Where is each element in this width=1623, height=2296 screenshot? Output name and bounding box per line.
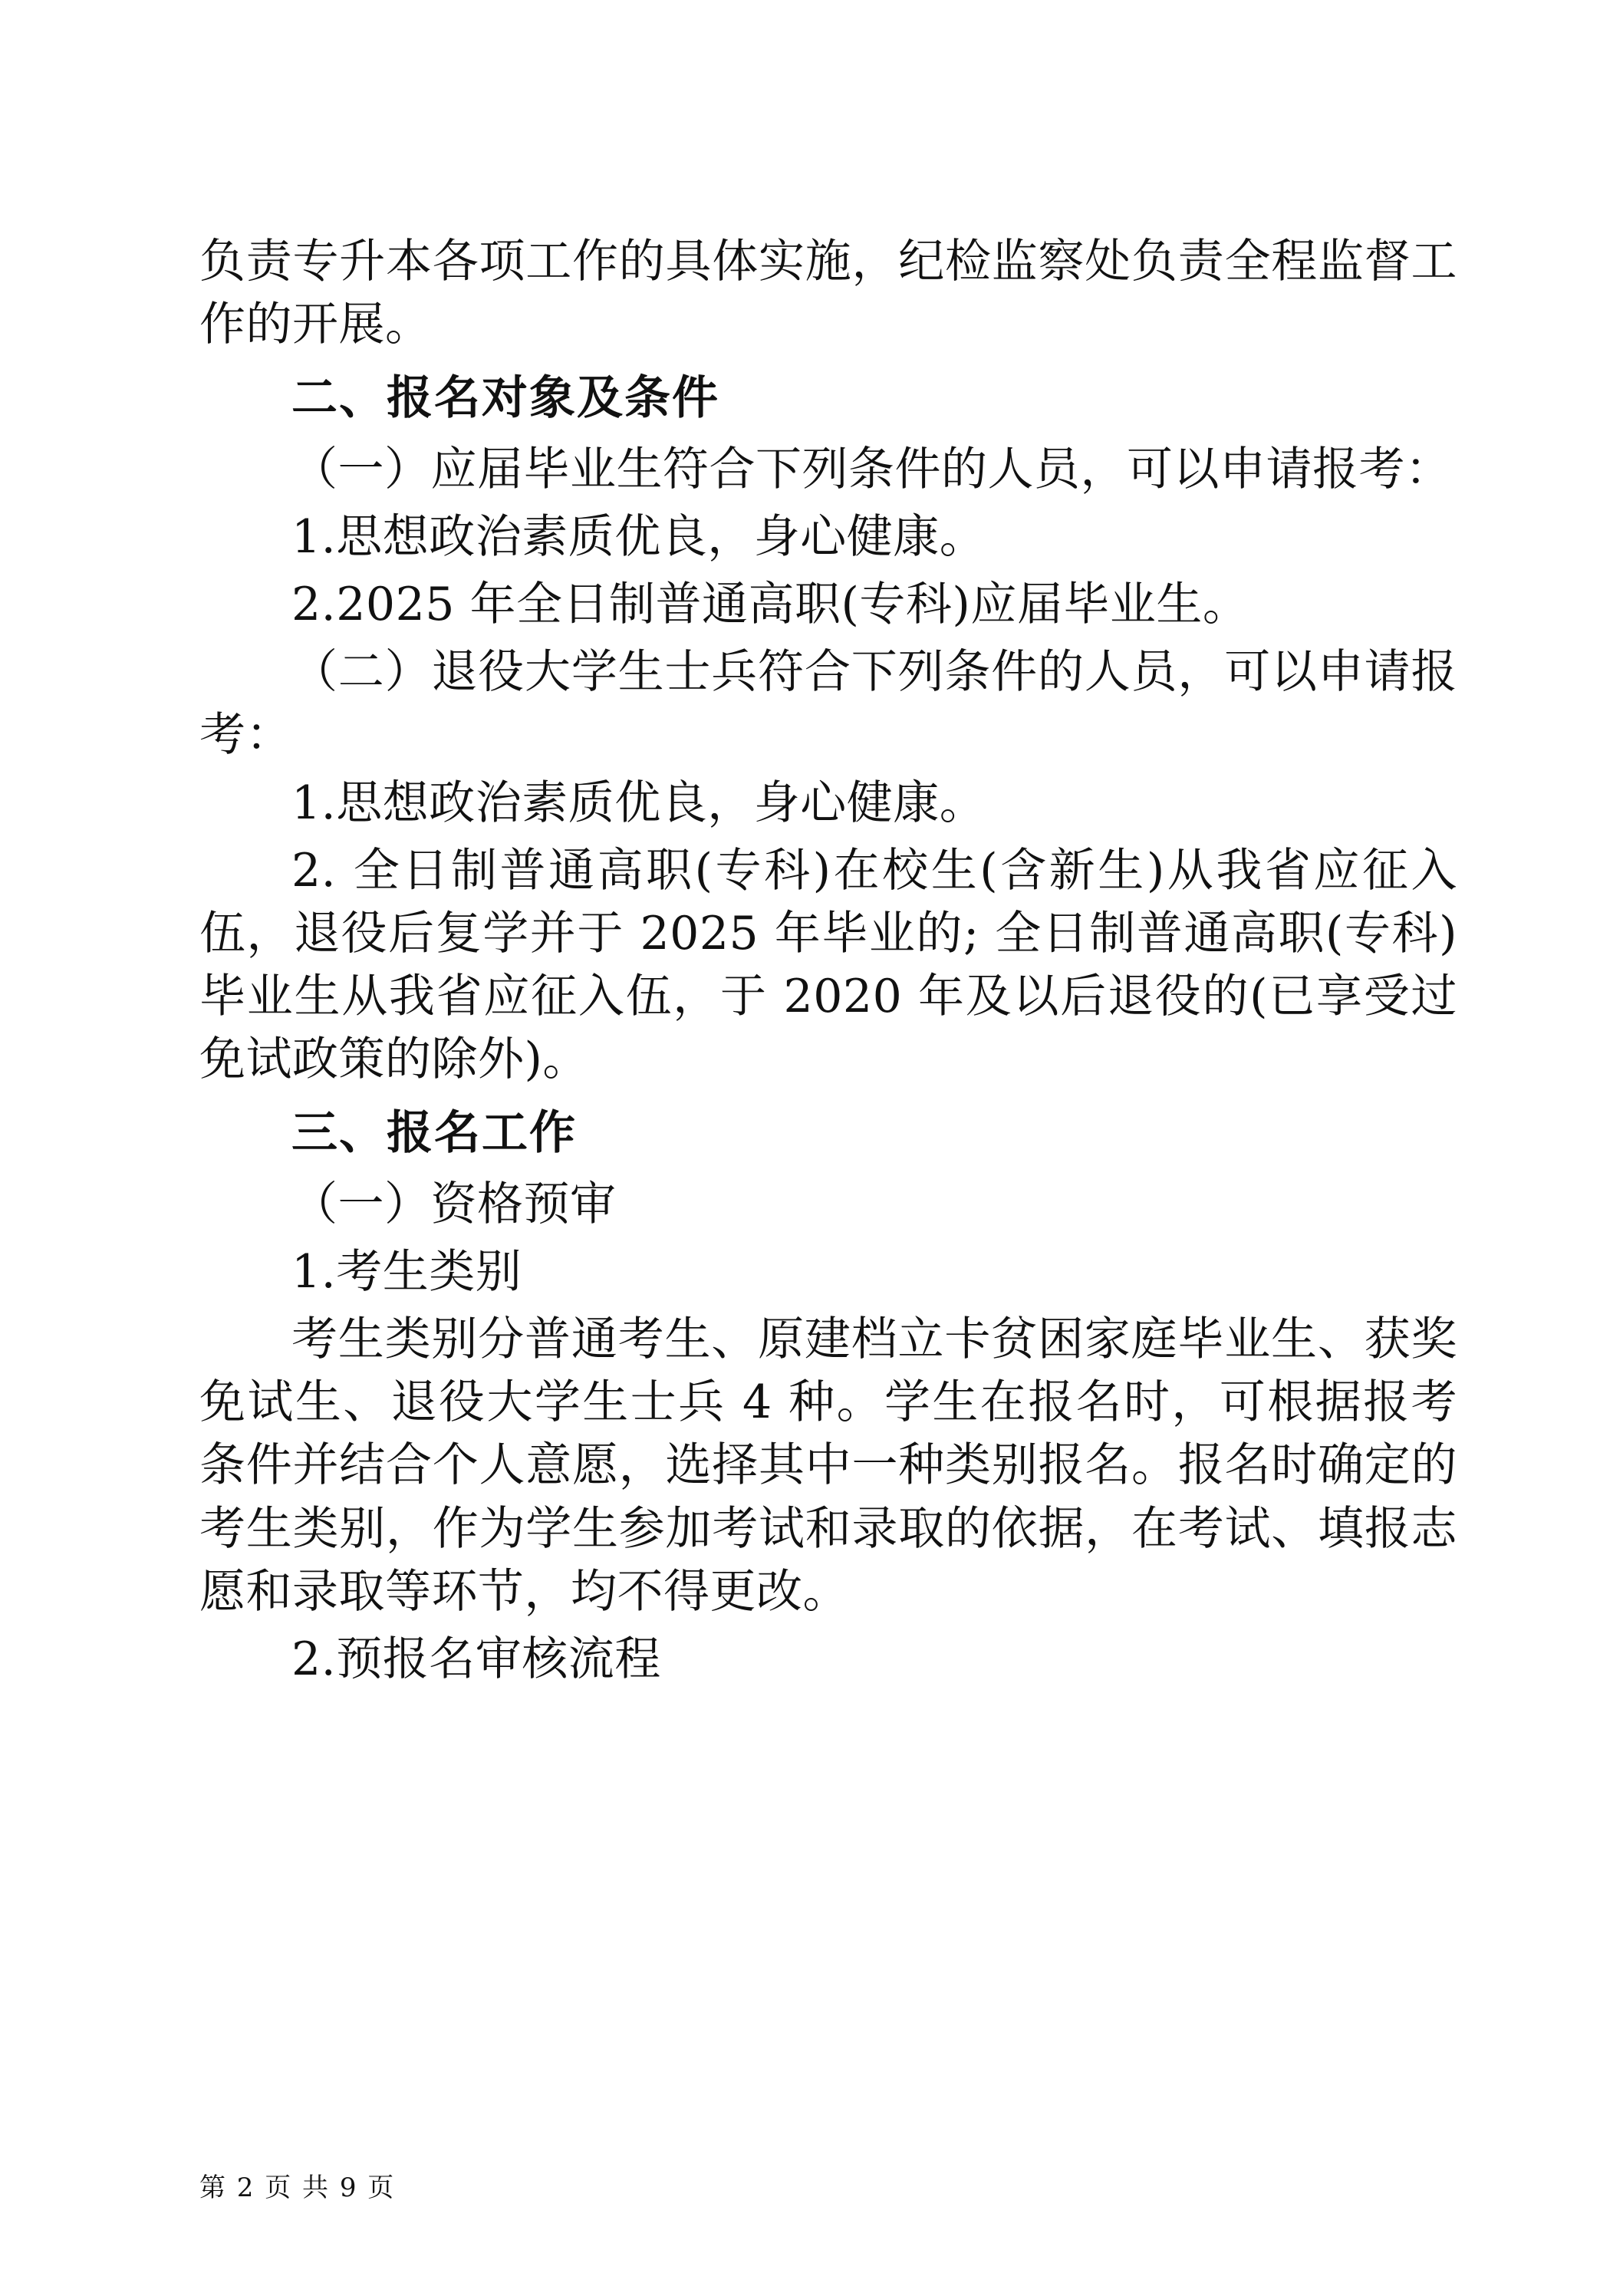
paragraph-item-1: （一）应届毕业生符合下列条件的人员，可以申请报考： [291, 442, 1452, 496]
paragraph-item-3: 2.2025 年全日制普通高职(专科)应届毕业生。 [291, 577, 1249, 631]
paragraph-item-8: 1.考生类别 [291, 1244, 522, 1299]
paragraph-item-6: 2. 全日制普通高职(专科)在校生(含新生)从我省应征入伍，退役后复学并于 2025 年毕业的; 全日制普通高职(专科)毕业生从我省应征入伍，于 2020 年及以后退役的(已享受过免试政策的除外)。 [199, 843, 1457, 1087]
paragraph-item-4: （二）退役大学生士兵符合下列条件的人员，可以申请报考： [199, 645, 1457, 763]
paragraph-item-2: 1.思想政治素质优良，身心健康。 [291, 509, 986, 564]
paragraph-item-7: （一）资格预审 [291, 1177, 617, 1231]
section-heading-three: 三、报名工作 [291, 1106, 577, 1161]
paragraph-continuation: 负责专升本各项工作的具体实施，纪检监察处负责全程监督工作的开展。 [199, 235, 1457, 352]
paragraph-item-9: 考生类别分普通考生、原建档立卡贫困家庭毕业生、获奖免试生、退役大学生士兵 4 种。学生在报名时，可根据报考条件并结合个人意愿，选择其中一种类别报名。报名时确定的考生类别，作为学生参加考试和录取的依据，在考试、填报志愿和录取等环节，均不得更改。 [199, 1313, 1457, 1619]
document-body [199, 230, 1457, 1691]
paragraph-item-10: 2.预报名审核流程 [291, 1632, 661, 1686]
section-heading-two: 二、报名对象及条件 [291, 371, 719, 426]
page-footer: 第 2 页 共 9 页 [199, 2172, 396, 2203]
paragraph-item-5: 1.思想政治素质优良，身心健康。 [291, 776, 986, 830]
